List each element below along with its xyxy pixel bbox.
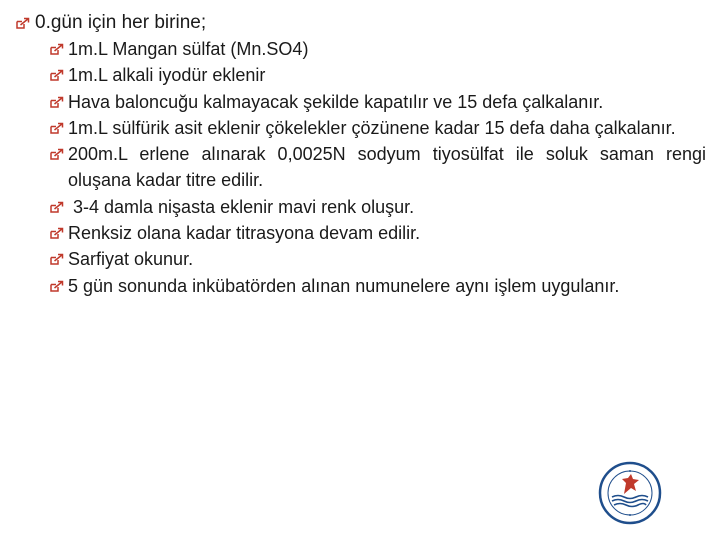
list-item: [48, 36, 706, 62]
link-arrow-icon: [48, 201, 65, 214]
list-item-text: 3-4 damla nişasta eklenir mavi renk oluşur.: [68, 196, 415, 217]
list-item: [48, 194, 706, 220]
list-item-text: 5 gün sonunda inkübatörden alınan numunelere aynı işlem uygulanır.: [68, 275, 620, 296]
list-item-text: Renksiz olana kadar titrasyona devam edilir.: [68, 223, 421, 244]
list-item: [48, 115, 706, 141]
list-item: [48, 89, 706, 115]
link-arrow-icon: [48, 227, 65, 240]
list-item: [48, 220, 706, 246]
list-item-text: 200m.L erlene alınarak 0,0025N sodyum tiyosülfat ile soluk saman rengi oluşana kadar titre edilir.: [68, 144, 706, 191]
heading-text: 0.gün için her birine;: [35, 12, 207, 33]
university-seal-icon: [598, 461, 662, 525]
list-item: [48, 62, 706, 88]
heading-row: [14, 10, 206, 36]
list-item-text: 1m.L alkali iyodür eklenir: [68, 65, 266, 86]
list-item-text: Hava baloncuğu kalmayacak şekilde kapatılır ve 15 defa çalkalanır.: [68, 91, 604, 112]
list-item: [48, 141, 706, 194]
bullet-list: [48, 36, 706, 299]
list-item: [48, 273, 706, 299]
link-arrow-icon: [48, 69, 65, 82]
list-item-text: 1m.L sülfürik asit eklenir çökelekler çözünene kadar 15 defa daha çalkalanır.: [68, 117, 676, 138]
link-arrow-icon: [14, 17, 31, 30]
link-arrow-icon: [48, 43, 65, 56]
list-item: [48, 246, 706, 272]
list-item-text: 1m.L Mangan sülfat (Mn.SO4): [68, 39, 309, 59]
link-arrow-icon: [48, 96, 65, 109]
link-arrow-icon: [48, 253, 65, 266]
link-arrow-icon: [48, 280, 65, 293]
link-arrow-icon: [48, 122, 65, 135]
list-item-text: Sarfiyat okunur.: [68, 249, 194, 270]
link-arrow-icon: [48, 148, 65, 161]
